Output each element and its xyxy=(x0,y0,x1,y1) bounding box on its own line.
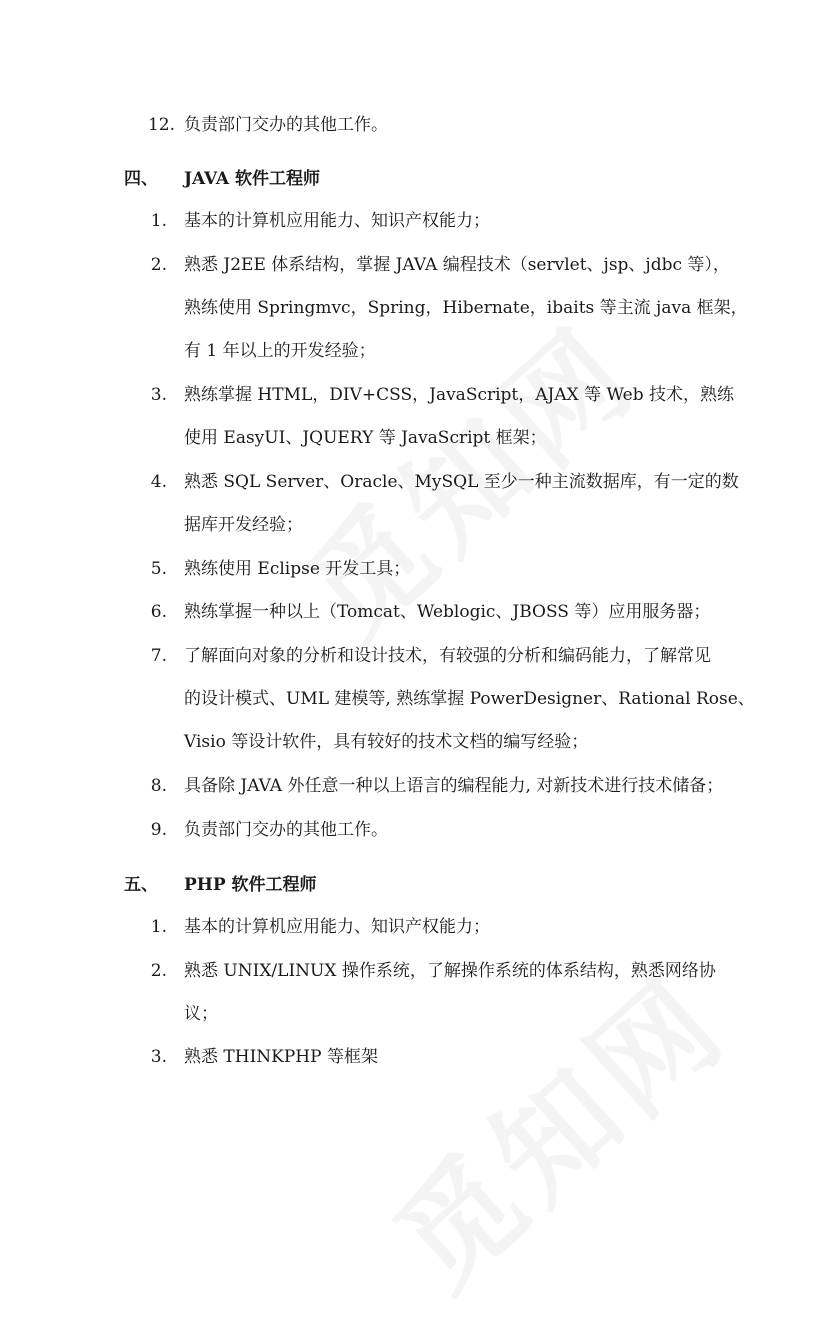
list-number: 2. xyxy=(150,961,167,981)
list-item-text-cont: 议； xyxy=(184,1004,218,1024)
section-index: 四、 xyxy=(124,169,158,189)
watermark xyxy=(353,932,758,1320)
list-number: 12. xyxy=(147,115,175,135)
list-item-text: 基本的计算机应用能力、知识产权能力； xyxy=(184,917,490,937)
list-item-text: 熟悉 J2EE 体系结构，掌握 JAVA 编程技术（servlet、jsp、jdbc 等）， xyxy=(184,255,730,275)
list-number: 5. xyxy=(150,559,167,579)
list-number: 8. xyxy=(150,776,167,796)
list-item-text-cont: 熟练使用 Springmvc，Spring，Hibernate，ibaits 等主流 java 框架， xyxy=(184,298,748,318)
list-item-text: 基本的计算机应用能力、知识产权能力； xyxy=(184,211,490,231)
list-number: 9. xyxy=(150,820,167,840)
list-number: 1. xyxy=(150,211,167,231)
list-number: 6. xyxy=(150,602,167,622)
list-item-text: 熟悉 THINKPHP 等框架 xyxy=(184,1047,378,1067)
list-item-text: 熟悉 UNIX/LINUX 操作系统，了解操作系统的体系结构，熟悉网络协 xyxy=(184,961,716,981)
section-title: PHP 软件工程师 xyxy=(184,875,317,895)
list-item-text: 熟练掌握 HTML，DIV+CSS，JavaScript，AJAX 等 Web 技术，熟练 xyxy=(184,385,734,405)
list-item-text-cont: 使用 EasyUI、JQUERY 等 JavaScript 框架； xyxy=(184,428,547,448)
list-item-text-cont: Visio 等设计软件，具有较好的技术文档的编写经验； xyxy=(184,732,589,752)
list-item-text: 负责部门交办的其他工作。 xyxy=(184,820,388,840)
list-item-text-cont: 的设计模式、UML 建模等, 熟练掌握 PowerDesigner、Rational Rose、 xyxy=(184,689,755,709)
section-title: JAVA 软件工程师 xyxy=(184,169,320,189)
list-item-text: 了解面向对象的分析和设计技术，有较强的分析和编码能力，了解常见 xyxy=(184,646,711,666)
list-item-text-cont: 据库开发经验； xyxy=(184,515,303,535)
list-number: 3. xyxy=(150,1047,167,1067)
list-number: 3. xyxy=(150,385,167,405)
list-item-text: 熟练使用 Eclipse 开发工具； xyxy=(184,559,411,579)
section-index: 五、 xyxy=(124,875,158,895)
list-item-text: 熟悉 SQL Server、Oracle、MySQL 至少一种主流数据库，有一定的数 xyxy=(184,472,739,492)
list-number: 1. xyxy=(150,917,167,937)
list-number: 2. xyxy=(150,255,167,275)
list-item-text: 具备除 JAVA 外任意一种以上语言的编程能力, 对新技术进行技术储备； xyxy=(184,776,724,796)
list-item-text: 负责部门交办的其他工作。 xyxy=(184,115,388,135)
list-number: 7. xyxy=(150,646,167,666)
list-item-text-cont: 有 1 年以上的开发经验； xyxy=(184,341,376,361)
list-item-text: 熟练掌握一种以上（Tomcat、Weblogic、JBOSS 等）应用服务器； xyxy=(184,602,711,622)
list-number: 4. xyxy=(150,472,167,492)
